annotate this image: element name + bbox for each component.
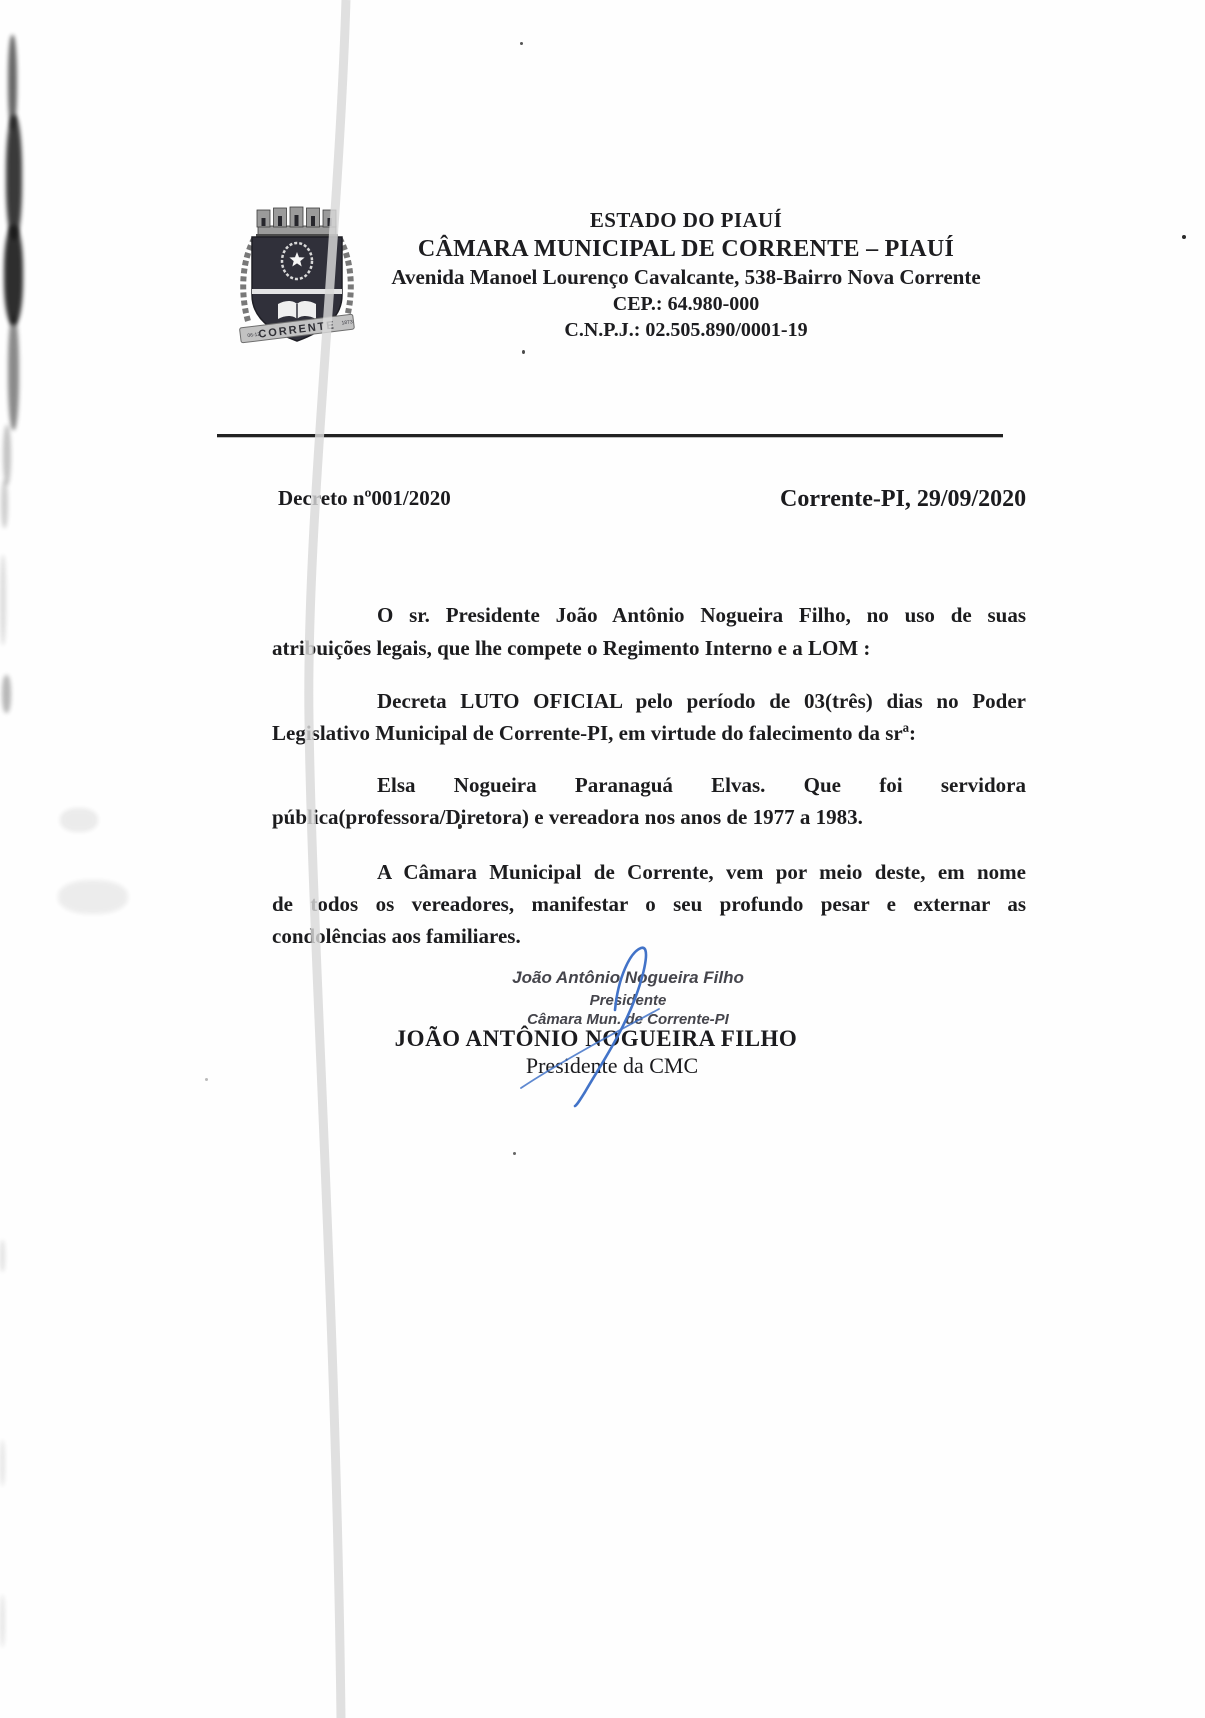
scan-smudge [0, 1440, 5, 1486]
paragraph-line: condolências aos familiares. [272, 924, 521, 948]
paragraph-line: Elsa Nogueira Paranaguá Elvas. Que foi servidora [377, 773, 1026, 797]
paragraph-line: atribuições legais, que lhe compete o Regimento Interno e a LOM : [272, 636, 871, 660]
scan-smudge [0, 555, 6, 645]
decree-number: Decreto nº001/2020 [278, 486, 451, 510]
letterhead [330, 206, 1042, 343]
scan-smudge [4, 225, 23, 325]
scan-smudge [2, 675, 11, 713]
banner-left-date: 06-12 [247, 331, 261, 340]
scan-dot [520, 42, 523, 45]
mural-crown-icon [256, 207, 338, 237]
paragraph-line: de todos os vereadores, manifestar o seu profundo pesar e externar as [272, 892, 1026, 916]
letterhead-cnpj: C.N.P.J.: 02.505.890/0001-19 [564, 319, 808, 341]
stamp-org: Câmara Mun. de Corrente-PI [527, 1011, 729, 1028]
scan-smudge [3, 425, 11, 485]
signatory-name: JOÃO ANTÔNIO NOGUEIRA FILHO [394, 1026, 798, 1051]
scan-smudge [0, 1240, 5, 1272]
scan-smudge [1, 480, 8, 528]
letterhead-address: Avenida Manoel Lourenço Cavalcante, 538-Bairro Nova Corrente [391, 265, 981, 289]
banner-right-date: 1873 [341, 319, 354, 327]
paragraph-line: Legislativo Municipal de Corrente-PI, em virtude do falecimento da srª: [272, 721, 916, 745]
scan-smudge [6, 115, 22, 240]
paragraph-line: Decreta LUTO OFICIAL pelo período de 03(três) dias no Poder [377, 689, 1026, 713]
scan-smudge [60, 808, 98, 832]
banner-text: CORRENTE [257, 319, 337, 341]
scan-dot [522, 350, 525, 354]
paragraph-line: O sr. Presidente João Antônio Nogueira Filho, no uso de suas [377, 603, 1026, 627]
stamp-role: Presidente [589, 992, 667, 1009]
scan-smudge [8, 315, 19, 430]
divider-rule [217, 434, 1003, 437]
paragraph-line: A Câmara Municipal de Corrente, vem por meio deste, em nome [377, 860, 1026, 884]
place-date: Corrente-PI, 29/09/2020 [780, 486, 1027, 512]
letterhead-state: ESTADO DO PIAUÍ [589, 208, 783, 232]
paragraph-line: pública(professora/Diretora) e vereadora nos anos de 1977 a 1983. [272, 805, 863, 829]
scan-dot [513, 1152, 516, 1155]
scan-dot [1182, 235, 1186, 239]
scan-dot [205, 1078, 208, 1081]
scan-smudge [0, 1595, 5, 1647]
scan-smudge [58, 880, 128, 914]
letterhead-cep: CEP.: 64.980-000 [612, 293, 760, 315]
stamp-name: João Antônio Nogueira Filho [512, 968, 744, 987]
signatory-title: Presidente da CMC [525, 1053, 699, 1078]
letterhead-org: CÂMARA MUNICIPAL DE CORRENTE – PIAUÍ [417, 236, 955, 262]
